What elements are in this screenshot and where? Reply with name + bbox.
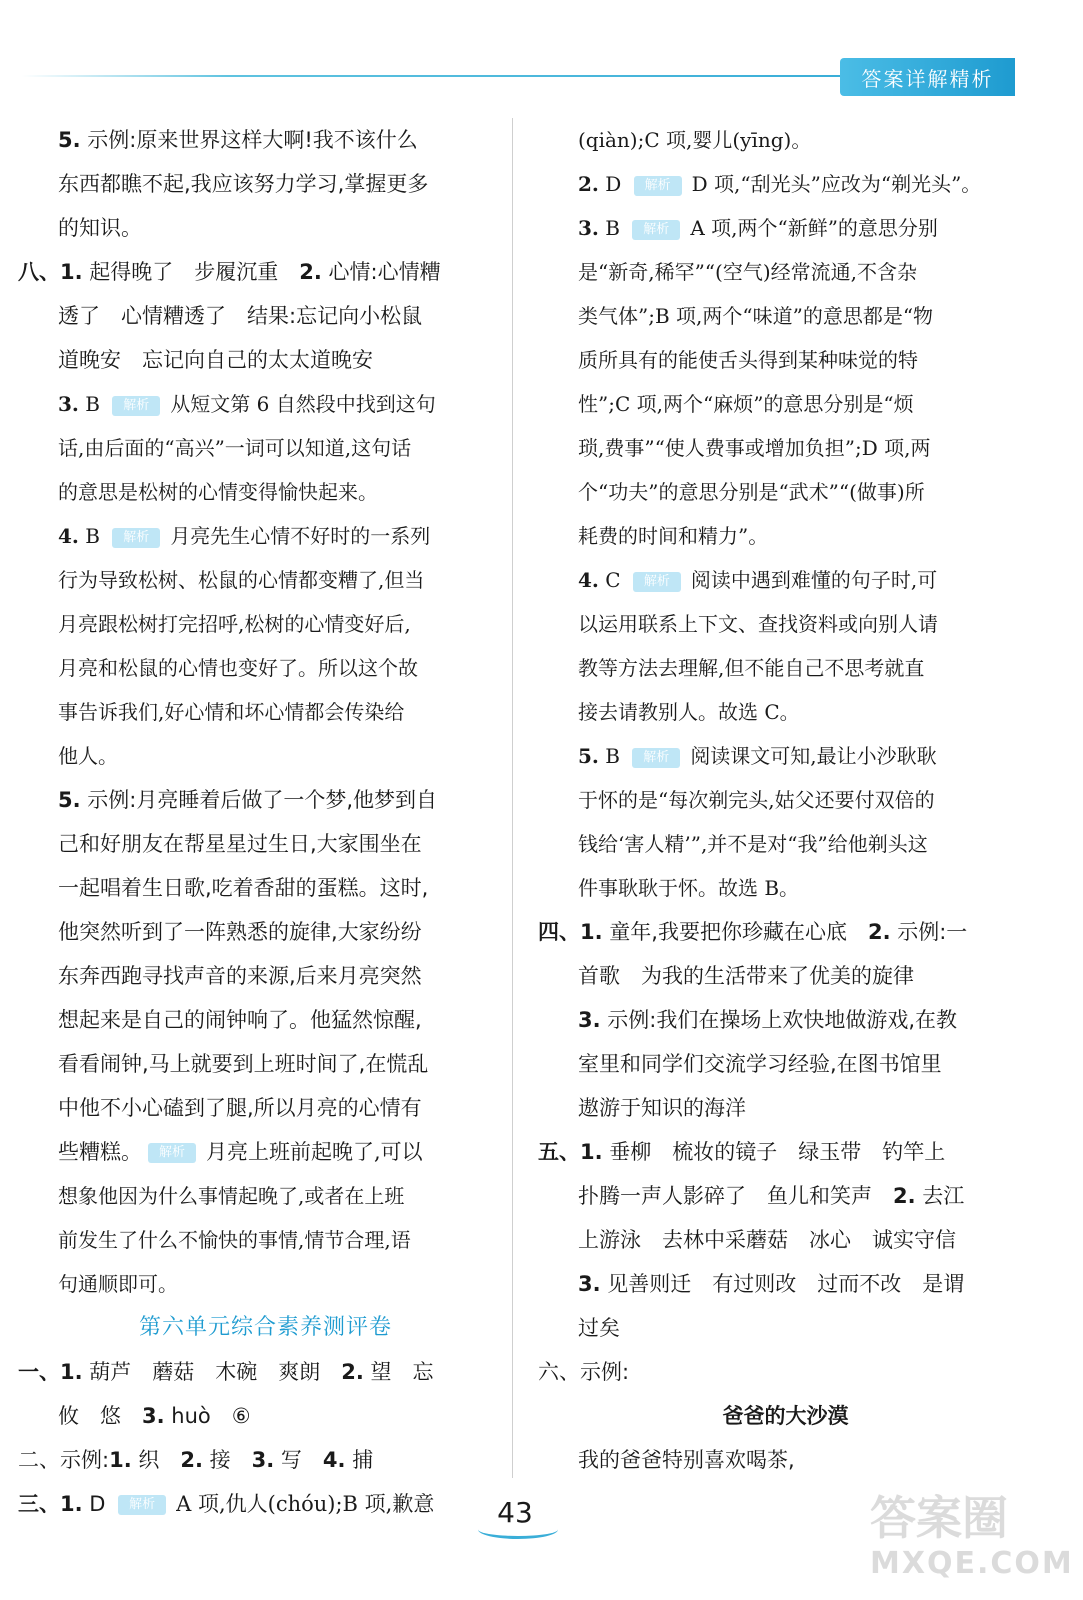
- answer-text: 上游泳 去林中采蘑菇 冰心 诚实守信: [578, 1228, 956, 1252]
- section-title: 第六单元综合素养测评卷: [138, 1315, 392, 1340]
- answer-line: [18, 1130, 513, 1174]
- answer-text: 我的爸爸特别喜欢喝茶,: [578, 1448, 795, 1472]
- answer-line: [18, 998, 513, 1042]
- answer-text: 示例:我们在操场上欢快地做游戏,在教: [600, 1008, 958, 1032]
- answer-line: [18, 338, 513, 382]
- answer-text: 性”;C 项,两个“麻烦”的意思分别是“烦: [578, 392, 914, 416]
- answer-text: 事告诉我们,好心情和坏心情都会传染给: [58, 700, 405, 724]
- analysis-tag-icon: 解析: [112, 396, 160, 416]
- item-number: 1.: [109, 1448, 132, 1472]
- answer-text: 从短文第 6 自然段中找到这句: [170, 392, 436, 416]
- answer-text: 阅读中遇到难懂的句子时,可: [690, 568, 938, 592]
- answer-line: [18, 1174, 513, 1218]
- answer-line: [538, 910, 1033, 954]
- answer-line: [538, 250, 1033, 294]
- answer-line: [18, 1438, 513, 1482]
- answer-line: [18, 118, 513, 162]
- answer-line: [538, 118, 1033, 162]
- item-number: 4.: [322, 1448, 346, 1472]
- answer-line: [538, 1042, 1033, 1086]
- answer-text: 些糟糕。: [58, 1140, 142, 1164]
- answer-text: 接去请教别人。故选 C。: [578, 700, 800, 724]
- analysis-tag-icon: 解析: [632, 220, 680, 240]
- answer-text: 接: [202, 1448, 252, 1472]
- answer-text: 阅读课文可知,最让小沙耿耿: [690, 744, 937, 768]
- answer-text: (qiàn);C 项,婴儿(yīng)。: [578, 128, 812, 152]
- answer-line: [538, 778, 1033, 822]
- answer-line: [18, 382, 513, 426]
- answer-line: [538, 646, 1033, 690]
- answer-text: 于怀的是“每次剃完头,姑父还要付双倍的: [578, 788, 935, 812]
- item-number: 4.: [58, 524, 79, 548]
- item-number: 2.: [578, 172, 599, 196]
- analysis-tag-icon: 解析: [634, 176, 682, 196]
- answer-line: [18, 1086, 513, 1130]
- answer-text: 起得晚了 步履沉重: [82, 260, 300, 284]
- header-tab-label: 答案详解精析: [861, 66, 994, 91]
- item-number: 2.: [299, 260, 322, 284]
- answer-line: [18, 250, 513, 294]
- item-number: 5.: [58, 788, 81, 812]
- answer-text: 室里和同学们交流学习经验,在图书馆里: [578, 1052, 942, 1076]
- answer-line: [18, 1394, 513, 1438]
- answer-text: 六、示例:: [538, 1360, 630, 1384]
- answer-text: 是“新奇,稀罕”“(空气)经常流通,不含杂: [578, 260, 917, 284]
- answer-line: [18, 1042, 513, 1086]
- answer-text: 一起唱着生日歌,吃着香甜的蛋糕。这时,: [58, 876, 429, 900]
- answer-text: B: [598, 744, 627, 768]
- answer-line: [18, 602, 513, 646]
- analysis-tag-icon: 解析: [112, 528, 160, 548]
- answer-text: 月亮先生心情不好时的一系列: [170, 524, 431, 548]
- answer-line: [538, 1174, 1033, 1218]
- answer-line: [18, 1262, 513, 1306]
- answer-line: [538, 690, 1033, 734]
- answer-line: [18, 294, 513, 338]
- answer-line: [538, 1306, 1033, 1350]
- answer-text: 示例:一: [890, 920, 968, 944]
- answer-line: [538, 602, 1033, 646]
- answer-text: 的意思是松树的心情变得愉快起来。: [58, 480, 378, 504]
- answer-line: [18, 866, 513, 910]
- answer-line: [538, 866, 1033, 910]
- answer-text: 类气体”;B 项,两个“味道”的意思都是“物: [578, 304, 934, 328]
- answer-text: B: [78, 524, 107, 548]
- analysis-tag-icon: 解析: [633, 572, 681, 592]
- header-tab: [840, 58, 1015, 96]
- answer-line: [538, 1438, 1033, 1482]
- analysis-tag-icon: 解析: [148, 1143, 196, 1163]
- answer-text: 示例:原来世界这样大啊!我不该什么: [80, 128, 418, 152]
- answer-line: [538, 734, 1033, 778]
- answer-text: 织: [131, 1448, 181, 1472]
- answer-text: 透了 心情糟透了 结果:忘记向小松鼠: [58, 304, 423, 328]
- answer-text: 己和好朋友在帮星星过生日,大家围坐在: [58, 832, 422, 856]
- watermark-line2: MXQE.COM: [870, 1546, 1074, 1581]
- answer-text: C: [598, 568, 627, 592]
- right-column: [538, 118, 1033, 1482]
- answer-text: 过矣: [578, 1316, 620, 1340]
- answer-line: [538, 294, 1033, 338]
- answer-line: [538, 1218, 1033, 1262]
- watermark: [870, 1490, 1075, 1590]
- answer-text: B: [78, 392, 107, 416]
- answer-text: 东西都瞧不起,我应该努力学习,掌握更多: [58, 172, 429, 196]
- answer-line: [538, 426, 1033, 470]
- answer-text: 琐,费事”“使人费事或增加负担”;D 项,两: [578, 436, 931, 460]
- essay-title: 爸爸的大沙漠: [722, 1404, 849, 1428]
- answer-text: 话,由后面的“高兴”一词可以知道,这句话: [58, 436, 412, 460]
- answer-text: 质所具有的能使舌头得到某种味觉的特: [578, 348, 918, 372]
- answer-text: 句通顺即可。: [58, 1272, 178, 1296]
- answer-text: 道晚安 忘记向自己的太太道晚安: [58, 348, 373, 372]
- answer-text: 行为导致松树、松鼠的心情都变糟了,但当: [58, 568, 425, 592]
- item-number: 一、1.: [18, 1360, 83, 1384]
- answer-text: 攸 悠: [58, 1404, 142, 1428]
- answer-line: [538, 954, 1033, 998]
- answer-text: 见善则迁 有过则改 过而不改 是谓: [600, 1272, 965, 1296]
- item-number: 5.: [58, 128, 81, 152]
- answer-text: huò ⑥: [164, 1404, 251, 1428]
- answer-text: 遨游于知识的海洋: [578, 1096, 746, 1120]
- item-number: 3.: [58, 392, 79, 416]
- answer-line: [18, 690, 513, 734]
- answer-text: 他突然听到了一阵熟悉的旋律,大家纷纷: [58, 920, 422, 944]
- item-number: 四、1.: [538, 920, 603, 944]
- answer-line: [538, 382, 1033, 426]
- answer-line: [538, 1350, 1033, 1394]
- answer-text: 钱给‘害人精’”,并不是对“我”给他剃头这: [578, 832, 928, 856]
- answer-line: [18, 646, 513, 690]
- answer-text: 月亮跟松树打完招呼,松树的心情变好后,: [58, 612, 411, 636]
- item-number: 3.: [142, 1404, 165, 1428]
- column-divider: [512, 118, 513, 1478]
- answer-line: [18, 1482, 513, 1526]
- answer-line: [18, 162, 513, 206]
- answer-text: 首歌 为我的生活带来了优美的旋律: [578, 964, 914, 988]
- item-number: 2.: [180, 1448, 203, 1472]
- item-number: 5.: [578, 744, 599, 768]
- answer-line: [538, 1262, 1033, 1306]
- answer-text: 去江: [915, 1184, 965, 1208]
- answer-line: [18, 910, 513, 954]
- answer-text: 以运用联系上下文、查找资料或向别人请: [578, 612, 938, 636]
- answer-text: B: [598, 216, 627, 240]
- answer-text: 看看闹钟,马上就要到上班时间了,在慌乱: [58, 1052, 429, 1076]
- answer-text: 写: [274, 1448, 323, 1472]
- answer-line: [18, 558, 513, 602]
- answer-line: [538, 998, 1033, 1042]
- answer-line: [538, 1130, 1033, 1174]
- answer-line: [18, 470, 513, 514]
- answer-line: [538, 162, 1033, 206]
- page-number: 43: [497, 1496, 533, 1529]
- answer-text: 心情:心情糟: [321, 260, 441, 284]
- answer-line: [538, 470, 1033, 514]
- answer-line: [18, 734, 513, 778]
- answer-line: [538, 558, 1033, 602]
- answer-line: [18, 514, 513, 558]
- left-column: [18, 118, 513, 1526]
- analysis-tag-icon: 解析: [118, 1495, 166, 1515]
- answer-text: 的知识。: [58, 216, 142, 240]
- answer-line: [18, 822, 513, 866]
- answer-text: 教等方法去理解,但不能自己不思考就直: [578, 656, 925, 680]
- answer-text: 东奔西跑寻找声音的来源,后来月亮突然: [58, 964, 422, 988]
- answer-line: [538, 822, 1033, 866]
- answer-text: 想起来是自己的闹钟响了。他猛然惊醒,: [58, 1008, 422, 1032]
- item-number: 3.: [578, 216, 599, 240]
- answer-text: 二、示例:: [18, 1448, 110, 1472]
- item-number: 三、1.: [18, 1492, 83, 1516]
- item-number: 3.: [578, 1008, 601, 1032]
- item-number: 2.: [341, 1360, 364, 1384]
- answer-line: [538, 514, 1033, 558]
- analysis-tag-icon: 解析: [632, 748, 680, 768]
- answer-text: 他人。: [58, 744, 118, 768]
- answer-text: 童年,我要把你珍藏在心底: [602, 920, 868, 944]
- answer-line: [538, 1086, 1033, 1130]
- answer-text: D 项,“刮光头”应改为“剃光头”。: [691, 172, 982, 196]
- answer-text: 扑腾一声人影碎了 鱼儿和笑声: [578, 1184, 893, 1208]
- answer-line: [538, 206, 1033, 250]
- answer-text: D: [598, 172, 628, 196]
- page-number-arc: [478, 1520, 558, 1539]
- answer-text: 耗费的时间和精力”。: [578, 524, 769, 548]
- answer-line: [18, 426, 513, 470]
- item-number: 4.: [578, 568, 599, 592]
- item-number: 3.: [578, 1272, 601, 1296]
- answer-line: [18, 1218, 513, 1262]
- answer-text: 件事耿耿于怀。故选 B。: [578, 876, 800, 900]
- answer-text: D: [82, 1492, 113, 1516]
- item-number: 3.: [251, 1448, 275, 1472]
- answer-line: [18, 206, 513, 250]
- answer-text: 中他不小心磕到了腿,所以月亮的心情有: [58, 1096, 422, 1120]
- answer-text: 示例:月亮睡着后做了一个梦,他梦到自: [80, 788, 438, 812]
- answer-text: 月亮上班前起晚了,可以: [206, 1140, 423, 1164]
- answer-line: [18, 954, 513, 998]
- item-number: 2.: [893, 1184, 916, 1208]
- answer-line: [538, 338, 1033, 382]
- answer-text: 捕: [345, 1448, 374, 1472]
- header-rule: [22, 75, 842, 77]
- watermark-line1: 答案圈: [870, 1491, 1008, 1545]
- answer-text: A 项,仇人(chóu);B 项,歉意: [176, 1492, 435, 1516]
- answer-text: 葫芦 蘑菇 木碗 爽朗: [82, 1360, 342, 1384]
- answer-line: [18, 1350, 513, 1394]
- answer-text: 月亮和松鼠的心情也变好了。所以这个故: [58, 656, 418, 680]
- answer-line: [18, 778, 513, 822]
- answer-text: 想象他因为什么事情起晚了,或者在上班: [58, 1184, 405, 1208]
- answer-text: 望 忘: [363, 1360, 434, 1384]
- answer-text: 垂柳 梳妆的镜子 绿玉带 钓竿上: [602, 1140, 946, 1164]
- answer-text: 前发生了什么不愉快的事情,情节合理,语: [58, 1228, 411, 1252]
- item-number: 2.: [867, 920, 891, 944]
- item-number: 八、1.: [18, 260, 83, 284]
- answer-text: A 项,两个“新鲜”的意思分别: [690, 216, 938, 240]
- answer-text: 个“功夫”的意思分别是“武术”“(做事)所: [578, 480, 925, 504]
- item-number: 五、1.: [538, 1140, 603, 1164]
